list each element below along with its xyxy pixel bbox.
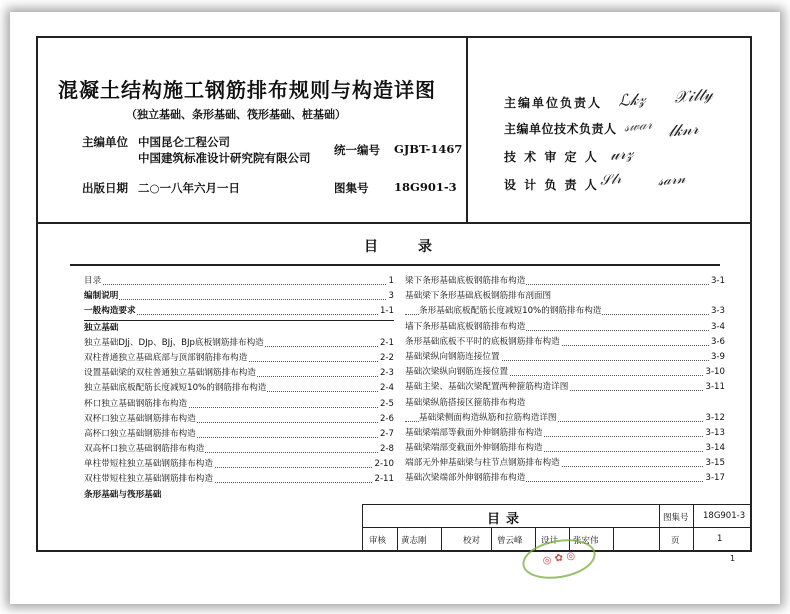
atlas-number-value: 18G901-3: [394, 180, 457, 194]
atlas-number-label: 图集号: [334, 181, 369, 195]
check-name: 曾云峰: [497, 536, 523, 546]
toc-entry[interactable]: 基础主梁、基础次梁配置两种箍筋构造详图 3-11: [405, 380, 725, 395]
toc-section-heading: 条形基础与筏形基础: [84, 489, 162, 500]
toc-heading: 目录: [364, 239, 472, 255]
title-block-vline: [397, 527, 398, 551]
title-block-atlas-label: 图集号: [663, 513, 689, 523]
page-value: 1: [717, 534, 723, 544]
page-label: 页: [671, 536, 680, 546]
toc-entry[interactable]: 编制说明 3: [84, 289, 394, 304]
signature-1b: 𝒳𝒾𝓁𝓉𝓎: [673, 84, 714, 107]
toc-heading-rule: [70, 264, 720, 266]
toc-entry[interactable]: 单柱带短柱独立基础钢筋排布构造 2-10: [84, 457, 394, 472]
toc-entry[interactable]: 目录 1: [84, 274, 394, 289]
toc-entry[interactable]: 双高杯口独立基础钢筋排布构造 2-8: [84, 442, 394, 457]
header-block: [38, 38, 750, 224]
signature-3: 𝓊𝓇𝓏: [609, 142, 635, 165]
toc-entry[interactable]: 墙下条形基础底板钢筋排布构造 3-4: [405, 320, 725, 335]
role-technical-review: 技 术 审 定 人: [504, 150, 599, 164]
toc-entry[interactable]: 独立基础底板配筋长度减短10%的钢筋排布构造 2-4: [84, 381, 394, 396]
title-block-vline: [441, 527, 442, 551]
title-block-vline: [659, 505, 660, 551]
title-block-caption: 目录: [487, 512, 526, 527]
title-block-vline: [693, 505, 694, 551]
toc-entry[interactable]: 杯口独立基础钢筋排布构造 2-5: [84, 397, 394, 412]
toc-entry[interactable]: 双柱带短柱独立基础钢筋排布构造 2-11: [84, 472, 394, 487]
title-block-atlas-value: 18G901-3: [703, 511, 746, 521]
role-design-lead: 设 计 负 责 人: [504, 178, 599, 192]
toc-entry[interactable]: 条形基础底板不平时的底板钢筋排布构造 3-6: [405, 335, 725, 350]
page-number: 1: [730, 554, 736, 563]
role-chief-unit: 主编单位负责人: [504, 96, 603, 110]
role-chief-tech: 主编单位技术负责人: [504, 122, 617, 136]
toc-left-column: [84, 274, 394, 503]
toc-entry[interactable]: 基础梁端部等截面外伸钢筋排布构造 3-13: [405, 426, 725, 441]
drawing-sheet: [36, 36, 752, 567]
toc-entry[interactable]: 基础梁侧面构造纵筋和拉筋构造详图 3-12: [405, 411, 725, 426]
publisher-stamp: ◎ ✿ ◎: [519, 534, 598, 584]
toc-entry[interactable]: 基础梁纵筋搭接区箍筋排布构造: [405, 397, 526, 408]
editor-unit-1: 中国昆仑工程公司: [138, 135, 230, 149]
title-block-vline: [613, 527, 614, 551]
toc-section-heading: 独立基础: [84, 322, 119, 333]
design-name: 张宏伟: [573, 536, 599, 546]
toc-entry[interactable]: 基础次梁纵向钢筋连接位置 3-10: [405, 365, 725, 380]
atlas-subtitle: （独立基础、条形基础、筏形基础、桩基础）: [126, 108, 346, 121]
toc-entry[interactable]: 条形基础底板配筋长度减短10%的钢筋排布构造 3-3: [405, 304, 725, 319]
signature-2a: 𝓈𝓌𝒶𝓇: [623, 116, 654, 136]
editor-label: 主编单位: [82, 135, 128, 149]
toc-entry[interactable]: 设置基础梁的双柱普通独立基础钢筋排布构造 2-3: [84, 366, 394, 381]
review-label: 审核: [369, 536, 387, 546]
design-label: 设计: [541, 536, 559, 546]
toc-entry[interactable]: 双柱普通独立基础底部与顶部钢筋排布构造 2-2: [84, 351, 394, 366]
toc-entry[interactable]: 基础梁纵向钢筋连接位置 3-9: [405, 350, 725, 365]
toc-entry[interactable]: 基础梁下条形基础底板钢筋排布剖面图: [405, 291, 552, 302]
toc-entry[interactable]: 端部无外伸基础梁与柱节点钢筋排布构造 3-15: [405, 456, 725, 471]
signature-2b: 𝓁𝓀𝓃𝓇: [667, 118, 700, 141]
toc-entry[interactable]: 独立基础DJj、DJp、BJj、BJp底板钢筋排布构造 2-1: [84, 336, 394, 351]
header-divider: [466, 38, 468, 222]
code-label: 统一编号: [334, 143, 380, 157]
toc-right-column: [405, 274, 725, 487]
signature-4a: 𝒮𝓁𝓇: [599, 170, 623, 190]
toc-entry[interactable]: 双杯口独立基础钢筋排布构造 2-6: [84, 412, 394, 427]
signature-4b: 𝓈𝒶𝓇𝓃: [657, 170, 687, 190]
atlas-title: 混凝土结构施工钢筋排布规则与构造详图: [58, 78, 436, 102]
toc-entry[interactable]: 基础次梁端部外伸钢筋排布构造 3-17: [405, 471, 725, 486]
code-value: GJBT-1467: [394, 142, 463, 156]
toc-entry[interactable]: 一般构造要求 1-1: [84, 304, 394, 320]
toc-entry[interactable]: 高杯口独立基础钢筋排布构造 2-7: [84, 427, 394, 442]
review-name: 黄志刚: [401, 536, 427, 546]
toc-entry[interactable]: 梁下条形基础底板钢筋排布构造 3-1: [405, 274, 725, 289]
title-block-vline: [491, 527, 492, 551]
toc-entry[interactable]: 基础梁端部变截面外伸钢筋排布构造 3-14: [405, 441, 725, 456]
date-value: 二○一八年六月一日: [138, 181, 241, 195]
date-label: 出版日期: [82, 181, 128, 195]
editor-unit-2: 中国建筑标准设计研究院有限公司: [138, 151, 311, 165]
signature-1a: ℒ𝓀𝓏: [617, 88, 647, 111]
check-label: 校对: [463, 536, 481, 546]
